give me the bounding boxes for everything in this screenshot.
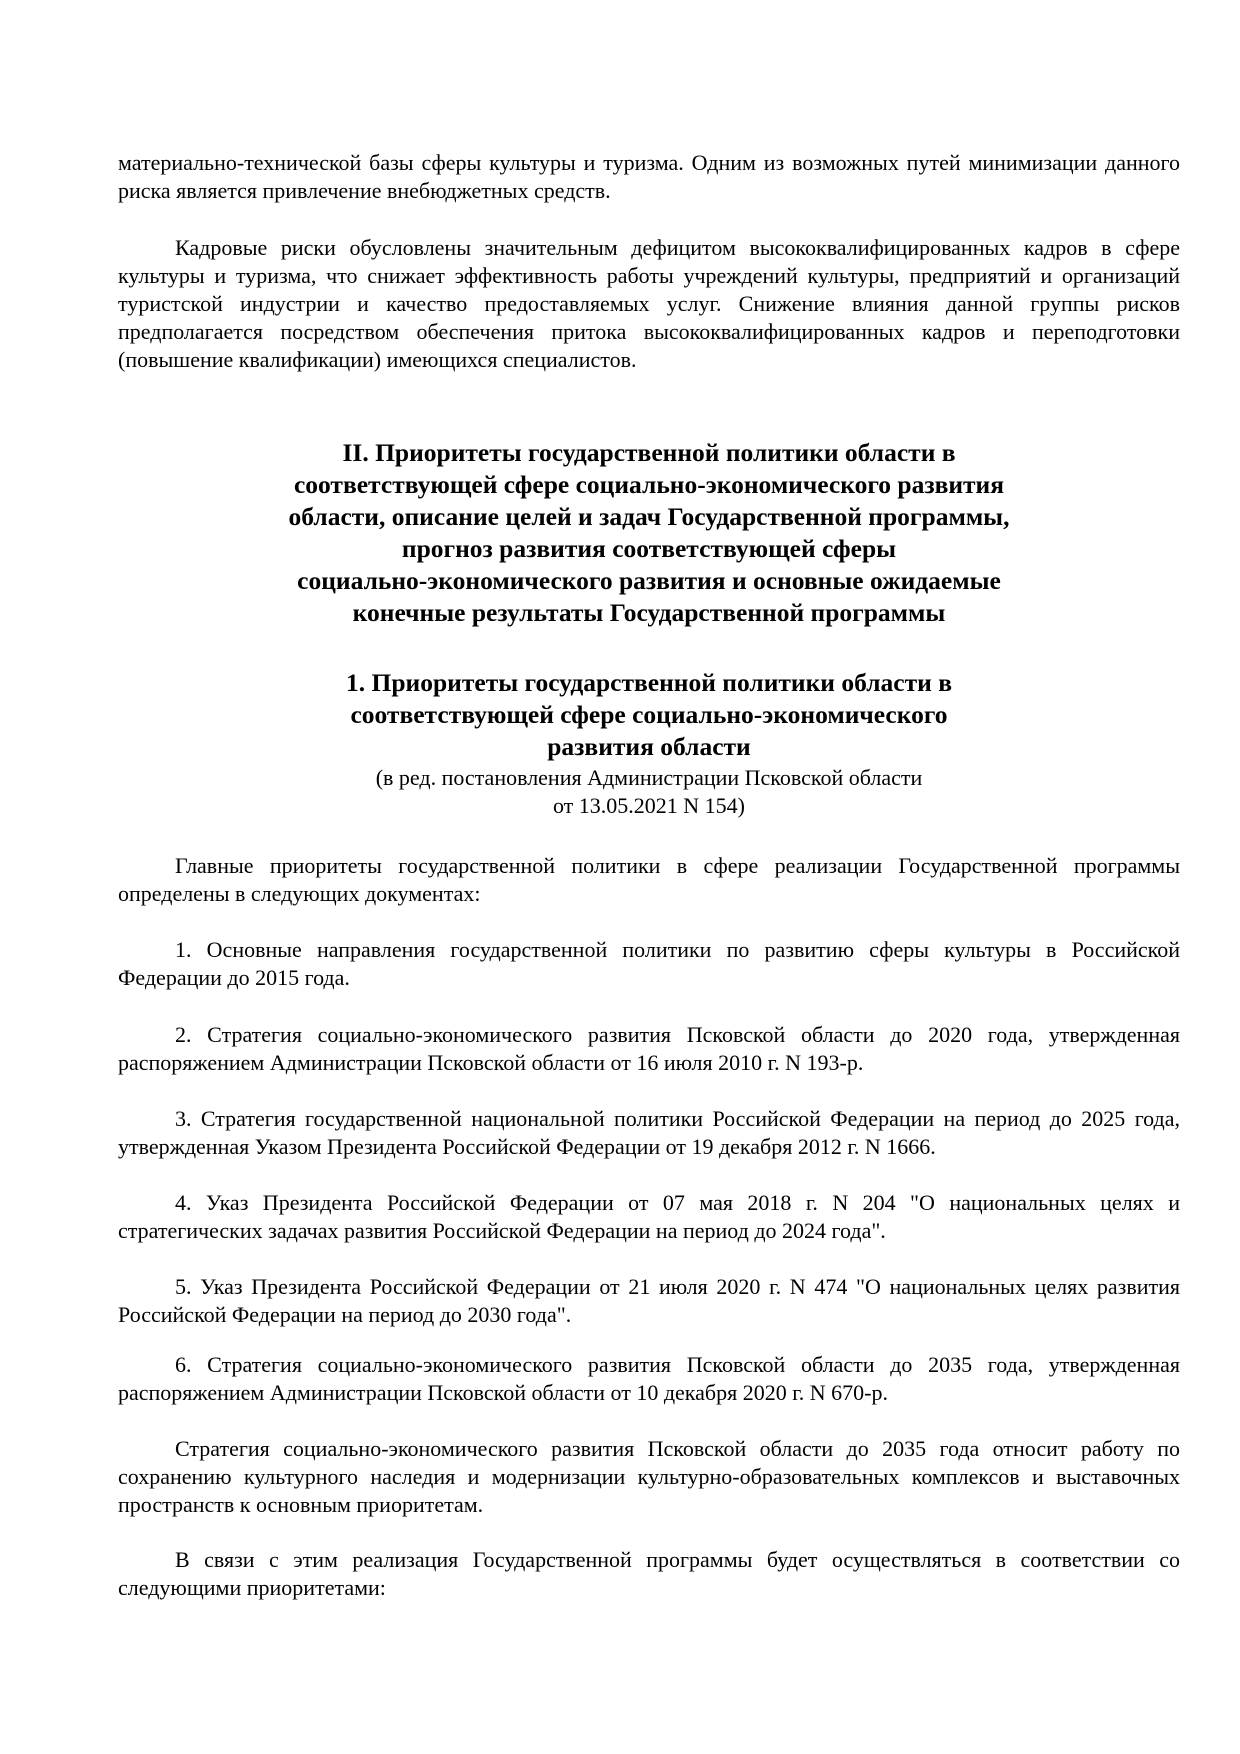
section-heading	[118, 437, 1180, 629]
subsection-heading-line: соответствующей сфере социально-экономического	[350, 700, 948, 729]
section-heading-line: II. Приоритеты государственной политики области в	[342, 438, 956, 467]
section-heading-line: социально-экономического развития и основные ожидаемые	[297, 566, 1001, 595]
amendment-note-line: (в ред. постановления Администрации Псковской области	[375, 765, 923, 790]
section-heading-line: области, описание целей и задач Государственной программы,	[288, 502, 1010, 531]
paragraph-material-base-risk: материально-технической базы сферы культуры и туризма. Одним из возможных путей минимизации данного риска является привлечение внебюджетных средств.	[118, 150, 1180, 203]
subsection-heading	[118, 667, 1180, 763]
list-item-document-4: 4. Указ Президента Российской Федерации от 07 мая 2018 г. N 204 "О национальных целях и стратегических задачах развития Российской Федерации на период до 2024 года".	[118, 1190, 1180, 1243]
section-heading-line: конечные результаты Государственной программы	[352, 598, 946, 627]
list-item-document-5: 5. Указ Президента Российской Федерации от 21 июля 2020 г. N 474 "О национальных целях развития Российской Федерации на период до 2030 года".	[118, 1274, 1180, 1327]
list-item-document-3: 3. Стратегия государственной национальной политики Российской Федерации на период до 2025 года, утвержденная Указом Президента Российской Федерации от 19 декабря 2012 г. N 1666.	[118, 1106, 1180, 1159]
amendment-note-line: от 13.05.2021 N 154)	[552, 793, 746, 818]
list-item-document-1: 1. Основные направления государственной политики по развитию сферы культуры в Российской Федерации до 2015 года.	[118, 937, 1180, 990]
paragraph-strategy-2035: Стратегия социально-экономического развития Псковской области до 2035 года относит работу по сохранению культурного наследия и модернизации культурно-образовательных комплексов и выставочных пространств к основным приоритетам.	[118, 1436, 1180, 1517]
list-item-document-6: 6. Стратегия социально-экономического развития Псковской области до 2035 года, утвержденная распоряжением Администрации Псковской области от 10 декабря 2020 г. N 670-р.	[118, 1352, 1180, 1405]
list-item-document-2: 2. Стратегия социально-экономического развития Псковской области до 2020 года, утвержденная распоряжением Администрации Псковской области от 16 июля 2010 г. N 193-р.	[118, 1022, 1180, 1075]
paragraph-staffing-risks: Кадровые риски обусловлены значительным дефицитом высококвалифицированных кадров в сфере культуры и туризма, что снижает эффективность работы учреждений культуры, предприятий и организаций туристской индустрии и качество предоставляемых услуг. Снижение влияния данной группы рисков предполагается посредством обеспечения притока высококвалифицированных кадров и переподготовки (повышение квалификации) имеющихся специалистов.	[118, 235, 1180, 372]
subsection-heading-line: развития области	[547, 732, 751, 761]
subsection-heading-line: 1. Приоритеты государственной политики области в	[346, 668, 952, 697]
paragraph-closing: В связи с этим реализация Государственной программы будет осуществляться в соответствии со следующими приоритетами:	[118, 1547, 1180, 1600]
section-heading-line: соответствующей сфере социально-экономического развития	[293, 470, 1005, 499]
section-heading-line: прогноз развития соответствующей сферы	[401, 534, 897, 563]
paragraph-intro: Главные приоритеты государственной политики в сфере реализации Государственной программы определены в следующих документах:	[118, 853, 1180, 906]
amendment-note	[118, 764, 1180, 820]
